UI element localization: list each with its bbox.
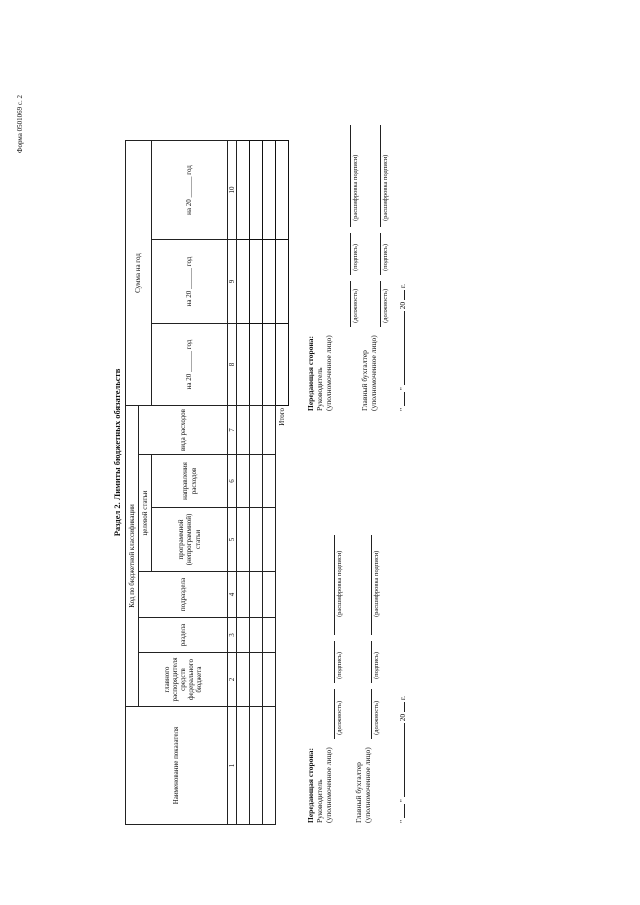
table-cell[interactable]: [263, 141, 276, 240]
table-cell[interactable]: [237, 455, 250, 508]
right-accountant-decode-line[interactable]: [380, 125, 381, 227]
right-accountant-note: (уполномоченное лицо): [369, 335, 378, 411]
table-cell[interactable]: [250, 455, 263, 508]
column-number: 10: [228, 141, 237, 240]
column-number: 6: [228, 455, 237, 508]
column-number: 9: [228, 240, 237, 324]
left-head-note: (уполномоченное лицо): [324, 747, 333, 823]
table-cell[interactable]: [250, 707, 263, 825]
left-accountant-label: Главный бухгалтер: [354, 762, 363, 823]
header-indicator-name: Наименование показателя: [126, 707, 228, 825]
table-cell[interactable]: [263, 406, 276, 455]
table-cell[interactable]: [237, 572, 250, 618]
table-cell[interactable]: [237, 653, 250, 707]
left-head-position-caption: (должность): [336, 700, 343, 735]
table-cell[interactable]: [237, 406, 250, 455]
right-accountant-signature-caption: (подпись): [382, 244, 389, 271]
right-accountant-label: Главный бухгалтер: [360, 350, 369, 411]
table-cell[interactable]: [250, 618, 263, 653]
right-head-position-line[interactable]: [350, 281, 351, 327]
column-number: 1: [228, 707, 237, 825]
table-cell[interactable]: [250, 324, 263, 406]
header-section: раздела: [139, 618, 228, 653]
table-cell[interactable]: [237, 707, 250, 825]
total-cell[interactable]: [276, 240, 289, 324]
header-year-1: на 20 ______ год: [152, 324, 228, 406]
left-date: " " 20 г.: [398, 696, 407, 823]
table-row: [237, 141, 250, 825]
header-expense-direction: направления расходов: [152, 455, 228, 508]
left-accountant-decode-caption: (расшифровка подписи): [373, 550, 380, 617]
header-target-article: целевой статьи: [139, 455, 152, 572]
right-date: " " 20 г.: [398, 284, 407, 411]
table-cell[interactable]: [237, 141, 250, 240]
header-year-2: на 20 ______ год: [152, 240, 228, 324]
right-head-decode-line[interactable]: [350, 125, 351, 227]
table-cell[interactable]: [237, 324, 250, 406]
header-budget-code: Код по бюджетной классификации: [126, 406, 139, 707]
table-cell[interactable]: [263, 508, 276, 572]
header-expense-type: вида расходов: [139, 406, 228, 455]
right-date-day-line[interactable]: [404, 392, 405, 406]
table-cell[interactable]: [263, 572, 276, 618]
table-cell[interactable]: [250, 406, 263, 455]
header-year-3: на 20 ______ год: [152, 141, 228, 240]
table-cell[interactable]: [237, 240, 250, 324]
table-cell[interactable]: [250, 572, 263, 618]
header-subsection: подраздела: [139, 572, 228, 618]
table-cell[interactable]: [263, 618, 276, 653]
right-date-year-line[interactable]: [404, 290, 405, 300]
header-program-article: программной (непрограммной) статьи: [152, 508, 228, 572]
left-accountant-signature-line[interactable]: [371, 641, 372, 683]
column-number-row: [228, 141, 237, 825]
column-number: 3: [228, 618, 237, 653]
left-head-decode-caption: (расшифровка подписи): [336, 550, 343, 617]
right-accountant-position-caption: (должность): [382, 288, 389, 323]
right-accountant-signature-line[interactable]: [380, 233, 381, 275]
column-number: 2: [228, 653, 237, 707]
table-cell[interactable]: [250, 141, 263, 240]
table-cell[interactable]: [250, 240, 263, 324]
limits-table: [125, 140, 289, 825]
right-head-note: (уполномоченное лицо): [324, 335, 333, 411]
table-cell[interactable]: [263, 707, 276, 825]
left-date-month-line[interactable]: [404, 723, 405, 797]
total-cell[interactable]: [276, 324, 289, 406]
table-cell[interactable]: [250, 653, 263, 707]
total-cell[interactable]: [276, 141, 289, 240]
right-accountant-position-line[interactable]: [380, 281, 381, 327]
left-head-decode-line[interactable]: [334, 535, 335, 635]
right-head-label: Руководитель: [315, 367, 324, 411]
left-date-day-line[interactable]: [404, 804, 405, 818]
table-cell[interactable]: [263, 240, 276, 324]
left-party-title: Передающая сторона:: [306, 747, 315, 823]
table-cell[interactable]: [250, 508, 263, 572]
total-label: Итого: [278, 408, 287, 426]
header-sum-per-year: Сумма на год: [126, 141, 152, 406]
left-head-label: Руководитель: [315, 779, 324, 823]
left-accountant-position-line[interactable]: [371, 689, 372, 739]
section-title: Раздел 2. Лимиты бюджетных обязательств: [112, 368, 122, 537]
left-head-signature-line[interactable]: [334, 641, 335, 683]
left-accountant-position-caption: (должность): [373, 700, 380, 735]
left-date-year-line[interactable]: [404, 702, 405, 712]
right-head-signature-line[interactable]: [350, 233, 351, 275]
column-number: 8: [228, 324, 237, 406]
table-row-total: [276, 141, 289, 825]
right-head-position-caption: (должность): [352, 288, 359, 323]
left-accountant-decode-line[interactable]: [371, 535, 372, 635]
table-cell[interactable]: [237, 508, 250, 572]
left-head-position-line[interactable]: [334, 689, 335, 739]
header-chief-manager: главного распорядителя средств федерального бюджета: [139, 653, 228, 707]
column-number: 7: [228, 406, 237, 455]
form-number: Форма 0501069 с. 2: [16, 94, 24, 153]
right-accountant-decode-caption: (расшифровка подписи): [382, 154, 389, 221]
right-head-decode-caption: (расшифровка подписи): [352, 154, 359, 221]
table-cell[interactable]: [263, 324, 276, 406]
left-accountant-signature-caption: (подпись): [373, 652, 380, 679]
column-number: 4: [228, 572, 237, 618]
left-accountant-note: (уполномоченное лицо): [363, 747, 372, 823]
table-cell[interactable]: [237, 618, 250, 653]
table-cell[interactable]: [263, 653, 276, 707]
table-row: [250, 141, 263, 825]
right-head-signature-caption: (подпись): [352, 244, 359, 271]
right-party-title: Передающая сторона:: [306, 335, 315, 411]
table-row: [263, 141, 276, 825]
right-date-month-line[interactable]: [404, 311, 405, 385]
left-head-signature-caption: (подпись): [336, 652, 343, 679]
column-number: 5: [228, 508, 237, 572]
table-cell[interactable]: [263, 455, 276, 508]
